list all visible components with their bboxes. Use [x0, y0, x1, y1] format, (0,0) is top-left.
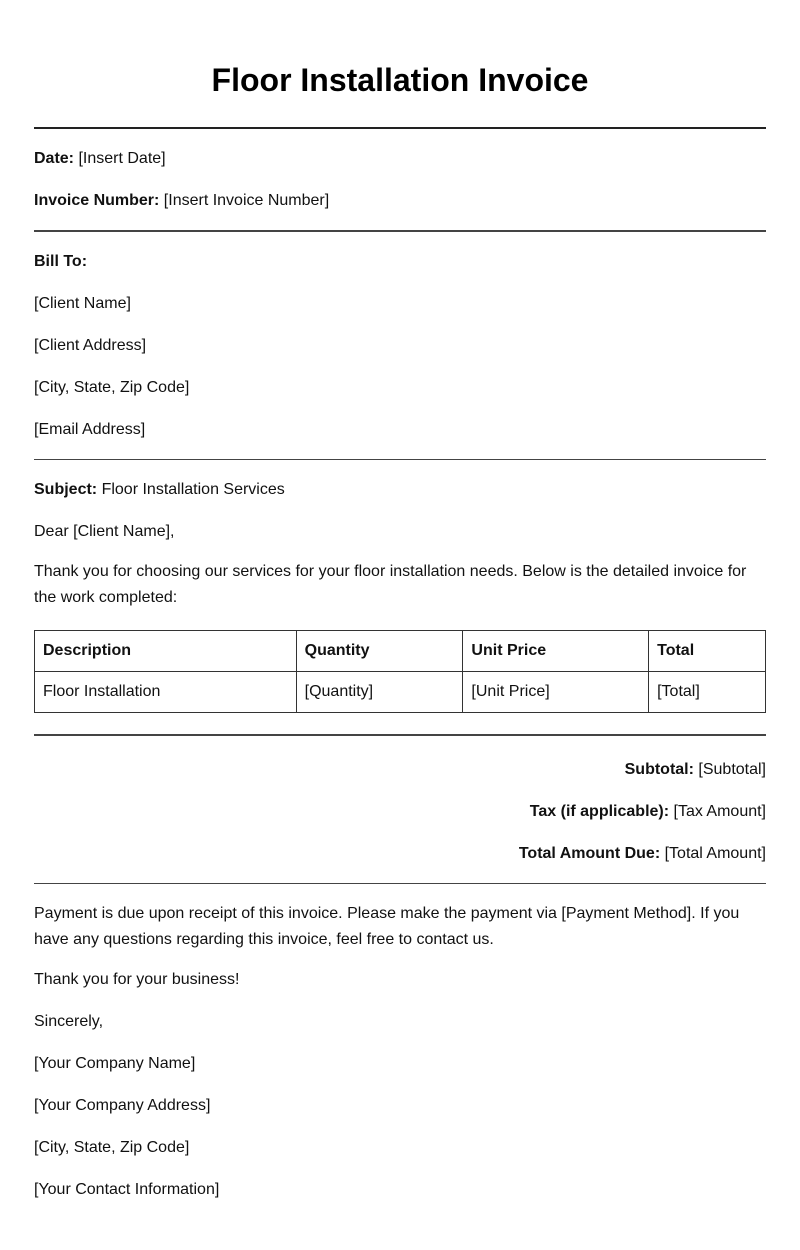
total-due-line: [34, 843, 766, 865]
bill-to-heading: Bill To:: [34, 252, 88, 270]
payment-note: Payment is due upon receipt of this invoice. Please make the payment via [Payment Method]. If you have any questions regarding this invoice, feel free to contact us.: [34, 905, 740, 948]
subtotal-value: [Subtotal]: [693, 760, 766, 778]
divider: [34, 459, 766, 461]
subject-label: Subject:: [34, 481, 98, 498]
company-address: [Your Company Address]: [34, 1097, 211, 1114]
date-label: Date:: [34, 150, 75, 167]
divider: [34, 883, 766, 885]
column-header-description: Description: [35, 631, 297, 672]
column-header-total: Total: [649, 631, 766, 672]
date-line: [34, 148, 766, 170]
client-email: [Email Address]: [34, 420, 146, 438]
subject-value: Floor Installation Services: [97, 481, 285, 498]
thank-you: Thank you for your business!: [34, 971, 240, 988]
column-header-quantity: Quantity: [296, 631, 463, 672]
tax-line: [34, 801, 766, 823]
tax-value: [Tax Amount]: [669, 802, 766, 820]
total-due-value: [Total Amount]: [660, 844, 766, 862]
greeting: Dear [Client Name],: [34, 523, 175, 540]
client-city-state-zip: [City, State, Zip Code]: [34, 378, 190, 396]
cell-unit-price: [Unit Price]: [463, 672, 649, 713]
tax-label: Tax (if applicable):: [529, 802, 670, 820]
table-header-row: [35, 631, 766, 672]
table-row: [35, 672, 766, 713]
subtotal-line: [34, 759, 766, 781]
invoice-page: [34, 0, 766, 1201]
total-due-label: Total Amount Due:: [518, 844, 661, 862]
cell-description: Floor Installation: [35, 672, 297, 713]
invoice-number-line: [34, 190, 766, 212]
client-name: [Client Name]: [34, 294, 131, 312]
company-contact: [Your Contact Information]: [34, 1181, 220, 1198]
company-city-state-zip: [City, State, Zip Code]: [34, 1139, 190, 1156]
divider: [34, 734, 766, 736]
client-address: [Client Address]: [34, 336, 147, 354]
invoice-number-label: Invoice Number:: [34, 192, 160, 209]
intro-paragraph: Thank you for choosing our services for your floor installation needs. Below is the detailed invoice for the work completed:: [34, 563, 747, 606]
page-title: Floor Installation Invoice: [211, 62, 589, 98]
company-name: [Your Company Name]: [34, 1055, 196, 1072]
cell-total: [Total]: [649, 672, 766, 713]
column-header-unit-price: Unit Price: [463, 631, 649, 672]
subject-line: [34, 479, 766, 501]
subtotal-label: Subtotal:: [624, 760, 694, 778]
cell-quantity: [Quantity]: [296, 672, 463, 713]
invoice-number-value: [Insert Invoice Number]: [159, 192, 330, 209]
divider: [34, 127, 766, 129]
signoff: Sincerely,: [34, 1013, 104, 1030]
invoice-table: [34, 630, 766, 713]
date-value: [Insert Date]: [74, 150, 166, 167]
divider: [34, 230, 766, 232]
